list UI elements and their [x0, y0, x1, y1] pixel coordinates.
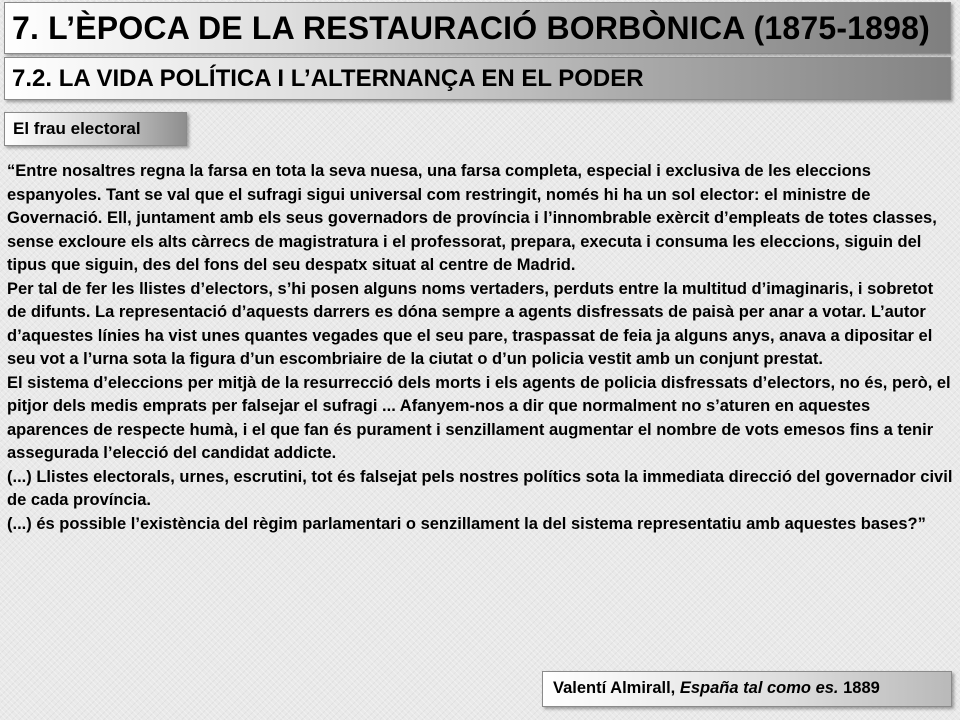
quote-paragraph: “Entre nosaltres regna la farsa en tota la seva nuesa, una farsa completa, especial i exclusiva de les eleccions espanyoles. Tant se val que el sufragi sigui universal com restringit, només hi ha un sol elector: el ministre de Governació. Ell, juntament amb els seus governadors de província i l’innombrable exèrcit d’empleats de totes classes, sense excloure els alts càrrecs de magistratura i el professorat, prepara, executa i consuma les eleccions, siguin del tipus que siguin, des del fons del seu despatx situat al centre de Madrid.	[7, 162, 937, 274]
page-subtitle: 7.2. LA VIDA POLÍTICA I L’ALTERNANÇA EN EL PODER	[12, 65, 644, 92]
quote-text	[7, 160, 955, 536]
subtitle-bar	[4, 57, 951, 100]
quote-paragraph: (...) Llistes electorals, urnes, escrutini, tot és falsejat pels nostres polítics sota la immediata direcció del governador civil de cada província.	[7, 467, 953, 509]
citation-box	[542, 671, 952, 707]
title-bar	[4, 2, 951, 54]
page-title: 7. L’ÈPOCA DE LA RESTAURACIÓ BORBÒNICA (1875-1898)	[12, 10, 931, 46]
citation-text	[553, 679, 880, 698]
quote-paragraph: El sistema d’eleccions per mitjà de la resurrecció dels morts i els agents de policia disfressats d’electors, no és, però, el pitjor dels medis emprats per falsejar el sufragi ... Afanyem-nos a dir que normalment no s’aturen en aquestes aparences de respecte humà, i el que fan és purament i senzillament augmentar el nombre de vots emesos fins a tenir assegurada l’elecció del candidat addicte.	[7, 373, 951, 462]
section-label-box	[4, 112, 187, 146]
quote-paragraph: (...) és possible l’existència del règim parlamentari o senzillament la del sistema representatiu amb aquestes bases?”	[7, 514, 926, 533]
citation-author: Valentí Almirall,	[553, 679, 676, 697]
citation-work: España tal como es.	[679, 679, 839, 697]
quote-paragraph: Per tal de fer les llistes d’electors, s’hi posen alguns noms vertaders, perduts entre la multitud d’imaginaris, i sobretot de difunts. La representació d’aquests darrers es dóna sempre a agents disfressats de paisà per anar a votar. L’autor d’aquestes línies ha vist unes quantes vegades que el seu pare, traspassat de feia ja alguns anys, anava a dipositar el seu vot a l’urna sota la figura d’un escombriaire de la ciutat o d’un policia vestit amb un conjunt prestat.	[7, 279, 934, 368]
citation-year: 1889	[843, 679, 880, 697]
section-label: El frau electoral	[13, 119, 141, 138]
